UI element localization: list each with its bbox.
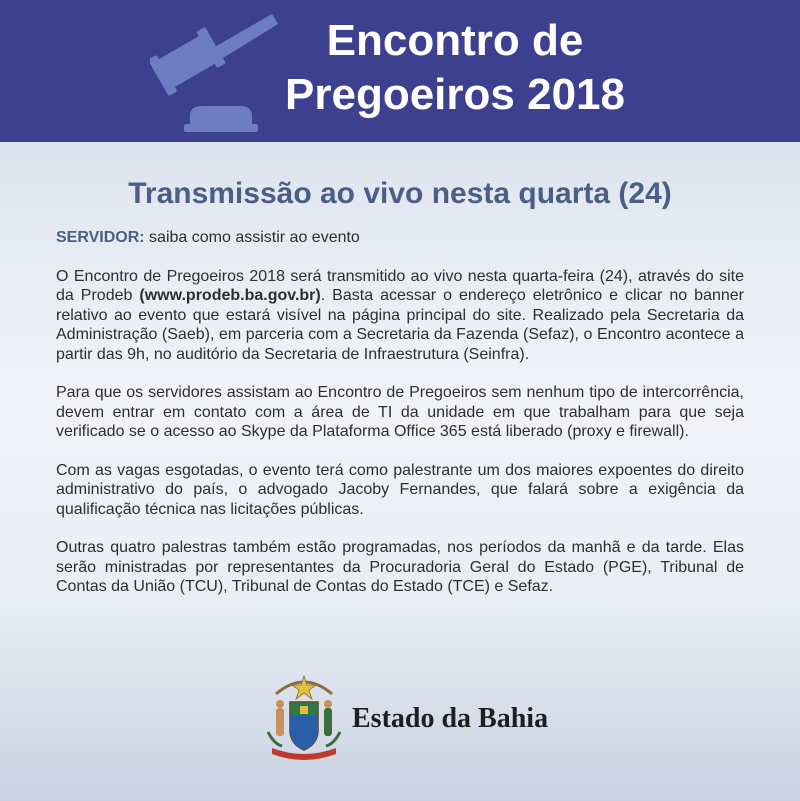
header-title-line2: Pregoeiros 2018 [285, 70, 625, 119]
paragraph-3: Com as vagas esgotadas, o evento terá como palestrante um dos maiores expoentes do direito administrativo do país, o advogado Jacoby Fernandes, que falará sobre a exigência da qualificação técnica nas licitações públicas. [56, 461, 744, 518]
lead-text: saiba como assistir ao evento [144, 229, 360, 246]
paragraph-4: Outras quatro palestras também estão programadas, nos períodos da manhã e da tarde. Elas serão ministradas por representantes da Procuradoria Geral do Estado (PGE), Tribunal de Contas da União (TCU), Tribunal de Contas do Estado (TCE) e Sefaz. [56, 539, 744, 595]
paragraph-1-after: . Basta acessar o endereço eletrônico e clicar no banner relativo ao evento que estará visível na página principal do site. Realizado pela Secretaria da Administração (Saeb), em parceria com a Secretaria da Fazenda (Sefaz), o Encontro acontece a partir das 9h, no auditório da Secretaria de Infraestrutura (Seinfra). [56, 287, 745, 363]
article-body [56, 228, 744, 616]
coat-of-arms-icon [262, 668, 346, 764]
page-subtitle: Transmissão ao vivo nesta quarta (24) [128, 177, 672, 210]
header-title [225, 14, 685, 122]
header-bar [0, 0, 800, 142]
lead-label: SERVIDOR: [56, 229, 145, 246]
paragraph-1 [56, 267, 744, 365]
header-title-line1: Encontro de [326, 16, 584, 65]
state-name: Estado da Bahia [352, 703, 549, 734]
paragraph-2: Para que os servidores assistam ao Encontro de Pregoeiros sem nenhum tipo de intercorrência, devem entrar em contato com a área de TI da unidade em que trabalham para que seja verificado se o acesso ao Skype da Plataforma Office 365 está liberado (proxy e firewall). [56, 384, 744, 440]
prodeb-link[interactable]: (www.prodeb.ba.gov.br) [139, 287, 321, 304]
paragraph-1-before: O Encontro de Pregoeiros 2018 será transmitido ao vivo nesta quarta-feira (24), através do site da Prodeb [56, 267, 744, 304]
lead-line [56, 228, 744, 248]
